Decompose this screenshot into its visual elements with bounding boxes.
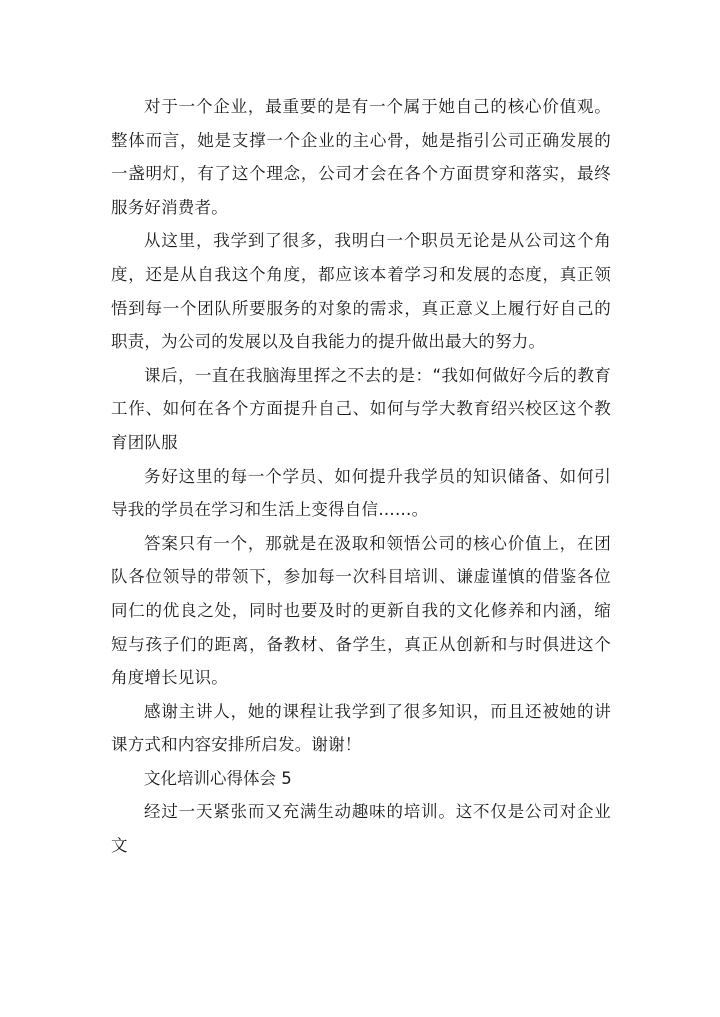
paragraph-core-values: 对于一个企业，最重要的是有一个属于她自己的核心价值观。整体而言，她是支撑一个企业的主心骨，她是指引公司正确发展的一盏明灯，有了这个理念，公司才会在各个方面贯穿和落实，最终服务好消费者。: [111, 97, 611, 217]
paragraph-thanks: 感谢主讲人，她的课程让我学到了很多知识，而且还被她的讲课方式和内容安排所启发。谢谢！: [111, 701, 611, 755]
paragraph-answer: 答案只有一个，那就是在汲取和领悟公司的核心价值上，在团队各位领导的带领下，参加每一次科目培训、谦虚谨慎的借鉴各位同仁的优良之处，同时也要及时的更新自我的文化修养和内涵，缩短与孩子们的距离，备教材、备学生，真正从创新和与时俱进这个角度增长见识。: [111, 533, 611, 688]
section-heading: 文化培训心得体会 5: [144, 768, 292, 788]
paragraph-serve-students: 务好这里的每一个学员、如何提升我学员的知识储备、如何引导我的学员在学习和生活上变得自信……。: [111, 466, 611, 520]
paragraph-after-class: 课后，一直在我脑海里挥之不去的是：“我如何做好今后的教育工作、如何在各个方面提升自己、如何与学大教育绍兴校区这个教育团队服: [111, 365, 611, 452]
paragraph-training-intro: 经过一天紧张而又充满生动趣味的培训。这不仅是公司对企业文: [111, 802, 611, 856]
document-page: [111, 90, 611, 863]
paragraph-learning: 从这里，我学到了很多，我明白一个职员无论是从公司这个角度，还是从自我这个角度，都应该本着学习和发展的态度，真正领悟到每一个团队所要服务的对象的需求，真正意义上履行好自己的职责，为公司的发展以及自我能力的提升做出最大的努力。: [111, 231, 611, 352]
